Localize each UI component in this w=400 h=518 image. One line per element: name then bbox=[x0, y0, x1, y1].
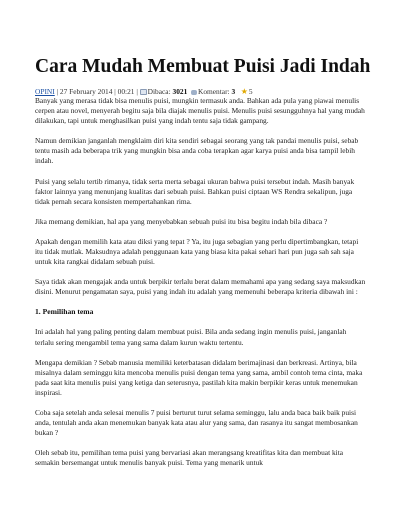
paragraph: Mengapa demikian ? Sebab manusia memiliki keterbatasan didalam berimajinasi dan berkreasi. Artinya, bila misalnya dalam seminggu kita mencoba menulis puisi dengan tema yang sama, ambil contoh tema cinta, maka pada saat kita menulis puisi yang ketiga dan seterusnya, pastilah kita makin berpikir keras untuk menemukan inspirasi. bbox=[35, 357, 363, 397]
views-count: 3021 bbox=[172, 87, 188, 96]
paragraph: Saya tidak akan mengajak anda untuk berpikir terlalu berat dalam memahami apa yang sedang saya maksudkan disini. Menurut pengamatan saya, puisi yang indah itu adalah yang memenuhi beberapa kriteria dibawah ini : bbox=[35, 277, 366, 297]
comments-count[interactable]: 3 bbox=[231, 87, 236, 96]
article-meta: OPINI | 27 February 2014 | 00:21 | Dibaca: 3021 Komentar: 3 ★5 bbox=[35, 87, 253, 96]
paragraph: Puisi yang selalu tertib rimanya, tidak serta merta sebagai ukuran bahwa puisi tersebut indah. Masih banyak faktor lainnya yang menunjang kualitas dari sebuah puisi. Bahkan puisi ciptaan WS Rendra sekalipun, juga tidak pernah secara konsisten mempertahankan rima. bbox=[35, 176, 355, 206]
eye-icon bbox=[140, 89, 147, 95]
paragraph: Banyak yang merasa tidak bisa menulis puisi, mungkin termasuk anda. Bahkan ada pula yang piawai menulis cerpen atau novel, menyerah begitu saja bila diajak menulis puisi. Menulis puisi sesungguhnya hal yang mudah dilakukan, tapi untuk menghasilkan puisi yang indah tentu saja tidak gampang. bbox=[35, 96, 365, 126]
paragraph: Jika memang demikian, hal apa yang menyebabkan sebuah puisi itu bisa begitu indah bila dibaca ? bbox=[35, 216, 328, 226]
article-title: Cara Mudah Membuat Puisi Jadi Indah bbox=[35, 56, 371, 77]
paragraph: Namun demikian janganlah mengklaim diri kita sendiri sebagai seorang yang tak pandai menulis puisi, sebab tentu masih ada beberapa trik yang mungkin bisa anda coba terapkan agar karya puisi anda bisa tampil lebih indah. bbox=[35, 136, 359, 166]
comment-icon bbox=[191, 90, 197, 95]
section-heading: 1. Pemilihan tema bbox=[35, 307, 94, 317]
paragraph: Apakah dengan memilih kata atau diksi yang tepat ? Ya, itu juga sebagian yang perlu dipertimbangkan, tetapi itu tidak mutlak. Maksudnya adalah penggunaan kata yang biasa kita pakai sehari hari pun juga sah sah saja untuk kita rangkai didalam sebuah puisi. bbox=[35, 236, 359, 267]
star-icon: ★ bbox=[240, 87, 248, 96]
paragraph: Oleh sebab itu, pemilihan tema puisi yang bervariasi akan merangsang kreatifitas kita dan membuat kita semakin bersemangat untuk menulis banyak puisi. Tema yang menarik untuk bbox=[35, 448, 344, 468]
comments-label: Komentar: bbox=[197, 87, 230, 96]
category-link[interactable]: OPINI bbox=[35, 87, 55, 96]
paragraph: Coba saja setelah anda selesai menulis 7 puisi berturut turut selama seminggu, lalu anda baca baik baik puisi anda, tentulah anda akan menemukan banyak kata atau alur yang sama, dan rasanya itu sangat membosankan bukan ? bbox=[35, 407, 358, 438]
article-date: 27 February 2014 | 00:21 bbox=[59, 87, 135, 96]
rating-value: 5 bbox=[248, 87, 253, 96]
views-label: Dibaca: bbox=[147, 87, 171, 96]
paragraph: Ini adalah hal yang paling penting dalam membuat puisi. Bila anda sedang ingin menulis puisi, janganlah terlalu sering mengambil tema yang sama dalam kurun waktu tertentu. bbox=[35, 327, 347, 347]
article bbox=[35, 0, 371, 478]
